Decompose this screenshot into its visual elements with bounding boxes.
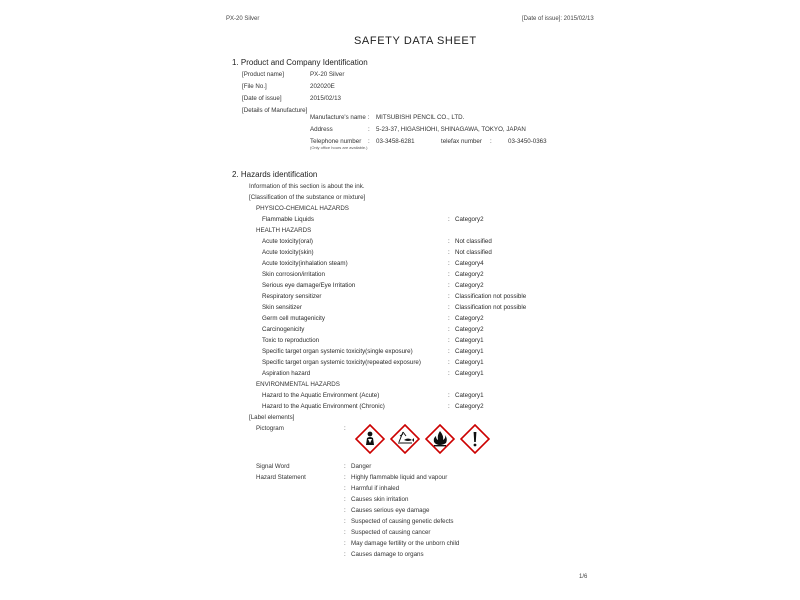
environmental-hazard-row-value: Category1: [455, 392, 484, 399]
page-number: 1/6: [579, 574, 588, 580]
address-value: 5-23-37, HIGASHIOHI, SHINAGAWA, TOKYO, JAPAN: [376, 126, 526, 133]
hazard-statement-colon: :: [344, 518, 346, 525]
hazard-statement-item: Suspected of causing genetic defects: [351, 518, 454, 525]
hazard-statement-colon: :: [344, 551, 346, 558]
field-label: [Details of Manufacture]: [242, 107, 308, 114]
health-hazard-row-colon: :: [448, 348, 450, 355]
health-hazard-row-colon: :: [448, 326, 450, 333]
signal-word-label: Signal Word: [256, 463, 290, 470]
health-hazard-row-value: Category2: [455, 315, 484, 322]
hazard-statement-item: Suspected of causing cancer: [351, 529, 431, 536]
field-value: 202020E: [310, 83, 335, 90]
pictogram-colon: :: [344, 425, 346, 432]
telefax-colon: :: [490, 138, 492, 145]
classification-heading: [Classification of the substance or mixture]: [249, 194, 366, 201]
environmental-hazard-row-value: Category2: [455, 403, 484, 410]
health-hazard-row-colon: :: [448, 249, 450, 256]
health-hazard-row-value: Category2: [455, 282, 484, 289]
health-hazard-row-label: Skin corrosion/irritation: [262, 271, 325, 278]
label-elements-heading: [Label elements]: [249, 414, 295, 421]
physico-hazard-row-colon: :: [448, 216, 450, 223]
health-hazard-row-colon: :: [448, 260, 450, 267]
section-2-heading: 2. Hazards identification: [232, 170, 318, 179]
telefax-label: telefax number: [441, 138, 482, 145]
health-hazard-row-value: Category1: [455, 370, 484, 377]
exclamation-mark-icon: [460, 424, 490, 454]
health-hazard-row-label: Acute toxicity(skin): [262, 249, 314, 256]
health-hazard-row-label: Aspiration hazard: [262, 370, 311, 377]
flame-icon: [425, 424, 455, 454]
environment-icon: [390, 424, 420, 454]
health-hazard-row-colon: :: [448, 304, 450, 311]
health-hazard-row-label: Germ cell mutagenicity: [262, 315, 325, 322]
environmental-hazard-row-colon: :: [448, 403, 450, 410]
health-hazard-row-value: Category1: [455, 359, 484, 366]
address-colon: :: [368, 126, 370, 133]
hazard-statement-item: Harmful if inhaled: [351, 485, 400, 492]
hazard-statement-colon: :: [344, 496, 346, 503]
hazard-statement-item: Causes damage to organs: [351, 551, 424, 558]
health-hazard-row-colon: :: [448, 282, 450, 289]
field-label: [File No.]: [242, 83, 267, 90]
signal-word-value: Danger: [351, 463, 372, 470]
field-value: 2015/02/13: [310, 95, 341, 102]
environmental-hazard-row-label: Hazard to the Aquatic Environment (Acute): [262, 392, 380, 399]
health-hazard-row-colon: :: [448, 370, 450, 377]
field-label: [Product name]: [242, 71, 284, 78]
environmental-hazard-row-colon: :: [448, 392, 450, 399]
health-hazard-row-value: Not classified: [455, 249, 492, 256]
field-value: PX-20 Silver: [310, 71, 345, 78]
health-hazard-row-label: Carcinogenicity: [262, 326, 305, 333]
telephone-label: Telephone number: [310, 138, 362, 145]
health-hazard-row-label: Acute toxicity(oral): [262, 238, 313, 245]
health-hazard-icon: [355, 424, 385, 454]
health-hazard-row-colon: :: [448, 337, 450, 344]
page-title: SAFETY DATA SHEET: [354, 35, 477, 47]
address-label: Address: [310, 126, 333, 133]
header-right: [Date of issue]: 2015/02/13: [522, 16, 594, 22]
telephone-colon: :: [368, 138, 370, 145]
health-hazard-row-colon: :: [448, 315, 450, 322]
health-hazard-row-value: Classification not possible: [455, 293, 527, 300]
health-hazard-row-colon: :: [448, 359, 450, 366]
health-hazard-row-colon: :: [448, 238, 450, 245]
section-2-intro: Information of this section is about the ink.: [249, 183, 365, 190]
health-hazard-row-label: Acute toxicity(inhalation steam): [262, 260, 348, 267]
health-hazard-row-value: Category2: [455, 326, 484, 333]
hazard-statement-colon: :: [344, 485, 346, 492]
hazard-statement-item: May damage fertility or the unborn child: [351, 540, 460, 547]
health-hazard-row-label: Respiratory sensitizer: [262, 293, 322, 300]
hazard-statement-colon: :: [344, 529, 346, 536]
health-hazard-row-value: Not classified: [455, 238, 492, 245]
health-hazard-row-label: Skin sensitizer: [262, 304, 302, 311]
physico-hazard-row-label: Flammable Liquids: [262, 216, 314, 223]
hazard-statement-item: Causes skin irritation: [351, 496, 409, 503]
health-hazard-row-label: Toxic to reproduction: [262, 337, 320, 344]
hazard-statement-colon: :: [344, 540, 346, 547]
hazard-statement-item: Causes serious eye damage: [351, 507, 430, 514]
field-label: [Date of issue]: [242, 95, 282, 102]
hazard-statement-colon: :: [344, 474, 346, 481]
health-hazard-row-colon: :: [448, 271, 450, 278]
physico-chemical-heading: PHYSICO-CHEMICAL HAZARDS: [256, 205, 349, 212]
hazard-statement-item: Highly flammable liquid and vapour: [351, 474, 448, 481]
health-hazard-row-value: Classification not possible: [455, 304, 527, 311]
environmental-hazard-row-label: Hazard to the Aquatic Environment (Chronic): [262, 403, 385, 410]
physico-hazard-row-value: Category2: [455, 216, 484, 223]
telefax-value: 03-3450-0363: [508, 138, 547, 145]
telephone-value: 03-3458-6281: [376, 138, 415, 145]
health-hazards-heading: HEALTH HAZARDS: [256, 227, 312, 234]
manufacturer-name-label: Manufacture's name :: [310, 114, 370, 121]
health-hazard-row-colon: :: [448, 293, 450, 300]
health-hazard-row-value: Category1: [455, 337, 484, 344]
health-hazard-row-value: Category4: [455, 260, 484, 267]
manufacturer-name-value: MITSUBISHI PENCIL CO., LTD.: [376, 114, 465, 121]
health-hazard-row-label: Specific target organ systemic toxicity(single exposure): [262, 348, 413, 355]
section-1-heading: 1. Product and Company Identification: [232, 58, 368, 67]
health-hazard-row-label: Serious eye damage/Eye Irritation: [262, 282, 356, 289]
signal-word-colon: :: [344, 463, 346, 470]
telephone-note: (Only office hours are available.): [310, 145, 368, 150]
hazard-statement-label: Hazard Statement: [256, 474, 306, 481]
environmental-hazards-heading: ENVIRONMENTAL HAZARDS: [256, 381, 340, 388]
health-hazard-row-label: Specific target organ systemic toxicity(repeated exposure): [262, 359, 421, 366]
hazard-statement-colon: :: [344, 507, 346, 514]
header-left: PX-20 Silver: [226, 16, 260, 22]
pictogram-label: Pictogram: [256, 425, 284, 432]
health-hazard-row-value: Category1: [455, 348, 484, 355]
health-hazard-row-value: Category2: [455, 271, 484, 278]
